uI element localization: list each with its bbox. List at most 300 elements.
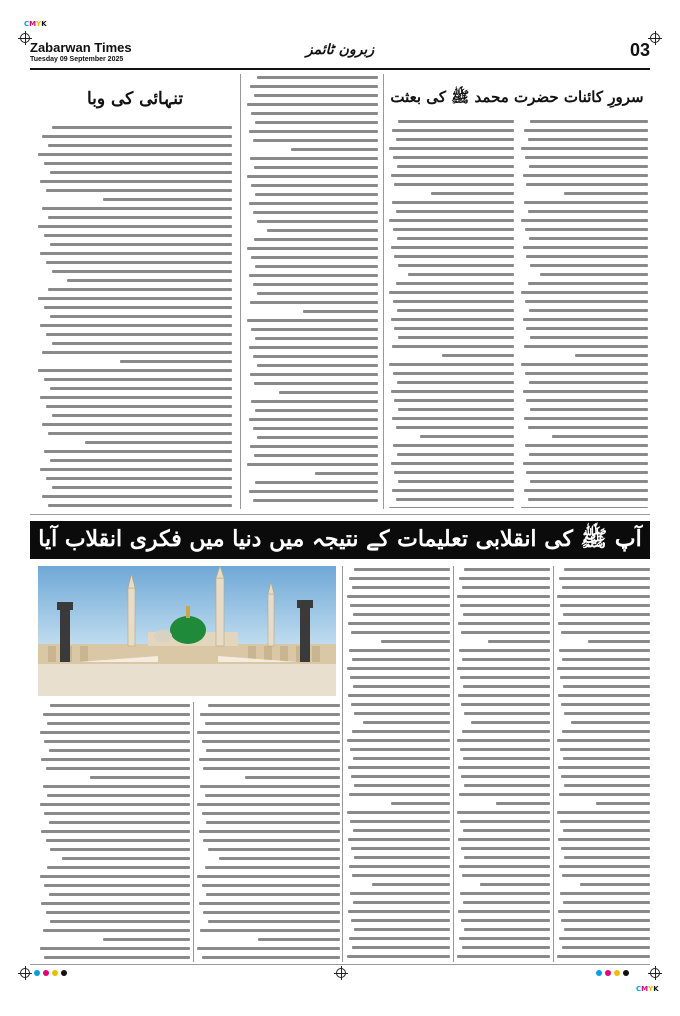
registration-mark-bottom-left	[20, 968, 30, 978]
text-line	[36, 189, 232, 196]
text-line	[36, 135, 232, 142]
text-line	[456, 829, 550, 836]
text-line	[520, 192, 648, 199]
text-line	[246, 499, 378, 506]
text-line	[520, 408, 648, 415]
text-line	[36, 171, 232, 178]
text-line	[456, 874, 550, 881]
text-line	[388, 498, 514, 505]
text-line	[36, 459, 232, 466]
text-line	[456, 613, 550, 620]
text-line	[36, 306, 232, 313]
text-line	[520, 453, 648, 460]
text-line	[346, 622, 450, 629]
text-line	[346, 865, 450, 872]
text-line	[456, 577, 550, 584]
text-line	[246, 229, 378, 236]
text-line	[346, 766, 450, 773]
text-line	[346, 640, 450, 647]
text-line	[556, 568, 650, 575]
text-line	[520, 291, 648, 298]
text-line	[246, 193, 378, 200]
text-line	[38, 929, 190, 936]
text-line	[556, 793, 650, 800]
text-line	[36, 198, 232, 205]
masjid-illustration	[38, 566, 336, 696]
text-line	[36, 396, 232, 403]
text-line	[520, 156, 648, 163]
text-line	[388, 507, 514, 508]
text-line	[36, 144, 232, 151]
text-line	[196, 713, 340, 720]
text-line	[196, 848, 340, 855]
text-line	[36, 414, 232, 421]
text-line	[556, 721, 650, 728]
text-line	[196, 902, 340, 909]
text-line	[246, 130, 378, 137]
text-line	[246, 220, 378, 227]
text-line	[346, 595, 450, 602]
top-right-article-body-col2	[388, 118, 514, 508]
text-line	[196, 758, 340, 765]
text-line	[388, 237, 514, 244]
text-line	[246, 400, 378, 407]
text-line	[388, 453, 514, 460]
text-line	[246, 454, 378, 461]
text-line	[388, 246, 514, 253]
section-divider	[30, 964, 650, 965]
text-line	[556, 667, 650, 674]
text-line	[556, 811, 650, 818]
text-line	[520, 327, 648, 334]
text-line	[38, 866, 190, 873]
text-line	[346, 919, 450, 926]
text-line	[556, 784, 650, 791]
text-line	[520, 183, 648, 190]
text-line	[246, 436, 378, 443]
text-line	[196, 938, 340, 945]
text-line	[388, 480, 514, 487]
text-line	[456, 856, 550, 863]
text-line	[520, 300, 648, 307]
text-line	[346, 856, 450, 863]
text-line	[38, 812, 190, 819]
text-line	[388, 318, 514, 325]
text-line	[520, 435, 648, 442]
text-line	[520, 129, 648, 136]
text-line	[556, 685, 650, 692]
text-line	[556, 604, 650, 611]
text-line	[456, 847, 550, 854]
text-line	[38, 875, 190, 882]
text-line	[456, 838, 550, 845]
text-line	[36, 450, 232, 457]
text-line	[246, 301, 378, 308]
text-line	[38, 902, 190, 909]
text-line	[346, 946, 450, 953]
text-line	[346, 613, 450, 620]
text-line	[388, 381, 514, 388]
text-line	[388, 156, 514, 163]
text-line	[556, 640, 650, 647]
text-line	[456, 901, 550, 908]
feature-banner	[30, 521, 650, 559]
text-line	[556, 730, 650, 737]
text-line	[388, 426, 514, 433]
cmyk-label-top: CMYK	[24, 20, 47, 28]
text-line	[556, 757, 650, 764]
text-line	[456, 730, 550, 737]
text-line	[456, 631, 550, 638]
text-line	[388, 147, 514, 154]
text-line	[196, 812, 340, 819]
text-line	[36, 504, 232, 508]
text-line	[246, 247, 378, 254]
text-line	[346, 775, 450, 782]
registration-mark-top-right	[650, 33, 660, 43]
text-line	[36, 495, 232, 502]
text-line	[520, 480, 648, 487]
text-line	[38, 947, 190, 954]
text-line	[196, 749, 340, 756]
bottom-right-article-col3	[346, 566, 450, 962]
text-line	[38, 857, 190, 864]
text-line	[388, 399, 514, 406]
text-line	[246, 148, 378, 155]
text-line	[246, 490, 378, 497]
text-line	[196, 794, 340, 801]
text-line	[388, 300, 514, 307]
text-line	[388, 129, 514, 136]
text-line	[196, 884, 340, 891]
text-line	[36, 270, 232, 277]
masthead-brand: Zabarwan Times	[30, 40, 132, 55]
text-line	[456, 892, 550, 899]
text-line	[520, 255, 648, 262]
text-line	[556, 649, 650, 656]
text-line	[246, 364, 378, 371]
text-line	[456, 622, 550, 629]
text-line	[196, 830, 340, 837]
text-line	[36, 261, 232, 268]
text-line	[196, 956, 340, 962]
text-line	[456, 658, 550, 665]
text-line	[520, 219, 648, 226]
text-line	[346, 658, 450, 665]
text-line	[556, 910, 650, 917]
text-line	[36, 468, 232, 475]
text-line	[456, 595, 550, 602]
text-line	[388, 183, 514, 190]
text-line	[246, 355, 378, 362]
text-line	[246, 265, 378, 272]
text-line	[38, 722, 190, 729]
text-line	[556, 658, 650, 665]
text-line	[246, 481, 378, 488]
text-line	[196, 731, 340, 738]
text-line	[38, 956, 190, 962]
text-line	[246, 409, 378, 416]
text-line	[388, 345, 514, 352]
text-line	[388, 120, 514, 127]
text-line	[456, 937, 550, 944]
text-line	[36, 252, 232, 259]
text-line	[520, 264, 648, 271]
text-line	[520, 390, 648, 397]
text-line	[196, 776, 340, 783]
text-line	[346, 937, 450, 944]
text-line	[520, 273, 648, 280]
text-line	[556, 901, 650, 908]
text-line	[36, 225, 232, 232]
text-line	[520, 138, 648, 145]
text-line	[36, 288, 232, 295]
text-line	[456, 784, 550, 791]
text-line	[196, 722, 340, 729]
text-line	[456, 775, 550, 782]
text-line	[456, 928, 550, 935]
text-line	[38, 848, 190, 855]
text-line	[346, 910, 450, 917]
top-center-article-body	[246, 74, 378, 506]
text-line	[346, 667, 450, 674]
text-line	[456, 919, 550, 926]
text-line	[38, 713, 190, 720]
text-line	[520, 147, 648, 154]
text-line	[556, 748, 650, 755]
text-line	[346, 793, 450, 800]
text-line	[36, 387, 232, 394]
text-line	[196, 857, 340, 864]
text-line	[556, 703, 650, 710]
text-line	[556, 676, 650, 683]
color-bar-bottom-left	[34, 970, 67, 976]
color-bar-bottom-right	[596, 970, 629, 976]
text-line	[246, 202, 378, 209]
text-line	[246, 445, 378, 452]
text-line	[36, 234, 232, 241]
text-line	[388, 210, 514, 217]
text-line	[36, 369, 232, 376]
text-line	[346, 838, 450, 845]
column-divider	[553, 566, 554, 962]
text-line	[246, 103, 378, 110]
text-line	[388, 282, 514, 289]
text-line	[346, 748, 450, 755]
text-line	[520, 498, 648, 505]
text-line	[36, 432, 232, 439]
section-divider	[30, 514, 650, 515]
text-line	[246, 283, 378, 290]
text-line	[38, 758, 190, 765]
text-line	[346, 847, 450, 854]
text-line	[36, 423, 232, 430]
text-line	[520, 201, 648, 208]
text-line	[388, 489, 514, 496]
text-line	[196, 803, 340, 810]
text-line	[196, 704, 340, 711]
text-line	[556, 766, 650, 773]
text-line	[556, 919, 650, 926]
text-line	[38, 731, 190, 738]
text-line	[346, 721, 450, 728]
text-line	[38, 749, 190, 756]
page-number: 03	[629, 40, 650, 60]
text-line	[520, 489, 648, 496]
text-line	[556, 775, 650, 782]
text-line	[456, 694, 550, 701]
text-line	[246, 418, 378, 425]
text-line	[388, 390, 514, 397]
text-line	[36, 153, 232, 160]
text-line	[520, 336, 648, 343]
text-line	[346, 649, 450, 656]
text-line	[388, 273, 514, 280]
text-line	[388, 255, 514, 262]
text-line	[520, 237, 648, 244]
text-line	[456, 883, 550, 890]
text-line	[388, 417, 514, 424]
text-line	[246, 391, 378, 398]
text-line	[246, 382, 378, 389]
text-line	[246, 184, 378, 191]
text-line	[246, 337, 378, 344]
text-line	[456, 955, 550, 962]
text-line	[196, 866, 340, 873]
text-line	[456, 640, 550, 647]
text-line	[196, 839, 340, 846]
text-line	[246, 319, 378, 326]
text-line	[246, 274, 378, 281]
text-line	[520, 462, 648, 469]
text-line	[38, 794, 190, 801]
text-line	[36, 279, 232, 286]
text-line	[346, 784, 450, 791]
text-line	[196, 875, 340, 882]
text-line	[346, 820, 450, 827]
text-line	[246, 292, 378, 299]
text-line	[246, 157, 378, 164]
text-line	[36, 216, 232, 223]
text-line	[556, 613, 650, 620]
text-line	[346, 892, 450, 899]
text-line	[38, 920, 190, 927]
text-line	[36, 297, 232, 304]
text-line	[36, 180, 232, 187]
text-line	[346, 901, 450, 908]
bottom-right-article-col1	[556, 566, 650, 962]
text-line	[456, 721, 550, 728]
text-line	[246, 166, 378, 173]
text-line	[388, 138, 514, 145]
text-line	[346, 568, 450, 575]
text-line	[246, 175, 378, 182]
text-line	[346, 694, 450, 701]
text-line	[388, 363, 514, 370]
text-line	[520, 363, 648, 370]
text-line	[388, 435, 514, 442]
column-divider	[193, 702, 194, 962]
text-line	[456, 946, 550, 953]
text-line	[520, 399, 648, 406]
text-line	[556, 631, 650, 638]
text-line	[556, 802, 650, 809]
text-line	[246, 373, 378, 380]
registration-mark-bottom-right	[650, 968, 660, 978]
text-line	[388, 309, 514, 316]
text-line	[556, 577, 650, 584]
text-line	[520, 354, 648, 361]
text-line	[196, 947, 340, 954]
text-line	[346, 955, 450, 962]
text-line	[36, 324, 232, 331]
text-line	[388, 201, 514, 208]
text-line	[36, 162, 232, 169]
column-divider	[342, 566, 343, 962]
text-line	[36, 351, 232, 358]
text-line	[456, 712, 550, 719]
text-line	[246, 256, 378, 263]
mosque-photo	[38, 566, 336, 696]
text-line	[456, 766, 550, 773]
text-line	[456, 685, 550, 692]
column-divider	[453, 566, 454, 962]
text-line	[556, 946, 650, 953]
text-line	[520, 507, 648, 508]
text-line	[388, 408, 514, 415]
text-line	[456, 586, 550, 593]
text-line	[520, 318, 648, 325]
text-line	[246, 112, 378, 119]
text-line	[196, 740, 340, 747]
text-line	[196, 911, 340, 918]
text-line	[556, 865, 650, 872]
text-line	[520, 228, 648, 235]
text-line	[246, 76, 378, 83]
text-line	[388, 291, 514, 298]
text-line	[456, 910, 550, 917]
text-line	[38, 776, 190, 783]
text-line	[520, 471, 648, 478]
text-line	[36, 315, 232, 322]
text-line	[388, 354, 514, 361]
text-line	[36, 243, 232, 250]
text-line	[456, 793, 550, 800]
text-line	[246, 94, 378, 101]
text-line	[36, 378, 232, 385]
text-line	[456, 811, 550, 818]
text-line	[36, 486, 232, 493]
text-line	[388, 444, 514, 451]
text-line	[556, 955, 650, 962]
text-line	[38, 785, 190, 792]
text-line	[556, 595, 650, 602]
text-line	[346, 604, 450, 611]
text-line	[38, 767, 190, 774]
top-right-article-headline: سرورِ کائنات حضرت محمد ﷺ کی بعثت	[390, 88, 644, 106]
text-line	[346, 703, 450, 710]
column-divider	[383, 74, 384, 509]
text-line	[346, 739, 450, 746]
text-line	[520, 426, 648, 433]
text-line	[38, 938, 190, 945]
text-line	[456, 667, 550, 674]
bottom-right-article-col2	[456, 566, 550, 962]
text-line	[246, 211, 378, 218]
text-line	[456, 568, 550, 575]
text-line	[388, 228, 514, 235]
text-line	[520, 165, 648, 172]
